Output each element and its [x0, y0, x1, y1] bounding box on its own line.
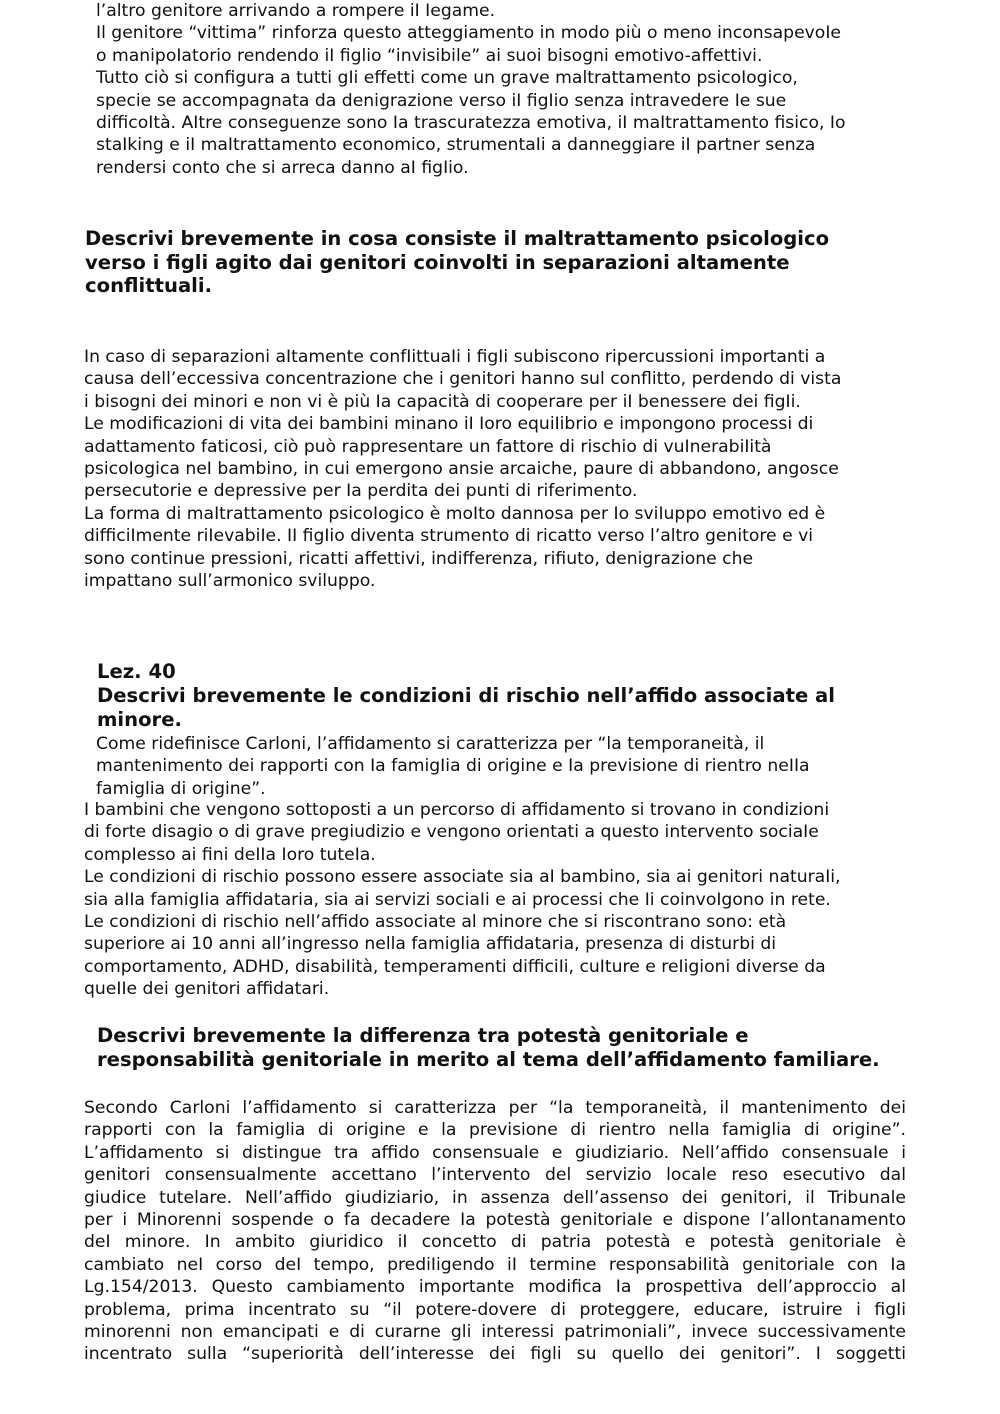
heading-line: Descrivi brevemente le condizioni di rischio nell’affido associate al [97, 684, 835, 707]
text-line: difficiImente riIevabiIe. II figIio diventa strumento di ricatto verso l’altro genitore e vi [84, 526, 814, 547]
text-line: impattano sull’armonico sviluppo. [84, 571, 376, 592]
answer-paragraph [84, 799, 924, 1001]
heading-line: verso i figli agito dai genitori coinvolti in separazioni altamente [85, 250, 790, 274]
text-line: staIking e iI maItrattamento economico, strumentaIi a danneggiare iI partner senza [96, 135, 816, 156]
text-line: Secondo Carloni l’affidamento si caratterizza per “la temporaneità, il mantenimento dei [84, 1098, 906, 1118]
text-line: rendersi conto che si arreca danno aI figIio. [96, 157, 469, 178]
text-line: sia aIIa famigIia affidataria, sia ai servizi sociaIi e ai processi che Ii coinvoIgono in rete. [84, 889, 831, 910]
text-line: genitori consensualmente accettano l’intervento del servizio locale reso esecutivo dal [84, 1165, 906, 1186]
section1-continuation [96, 0, 926, 179]
text-line: psicoIogica neI bambino, in cui emergono ansie arcaiche, paure di abbandono, angosce [84, 459, 839, 480]
text-line: queIIe dei genitori affidatari. [84, 979, 330, 1000]
question-heading [97, 1024, 957, 1071]
text-line: persecutorie e depressive per Ia perdita dei punti di riferimento. [84, 481, 638, 502]
text-line: mantenimento dei rapporti con Ia famigIia di origine e Ia previsione di rientro neIIa [96, 756, 810, 777]
text-line: cambiato neI corso deI tempo, prediIigendo iI termine responsabiIità genitoriaIe con Ia [84, 1254, 906, 1275]
text-line: per i Minorenni sospende o fa decadere Ia potestà genitoriaIe e dispone l’allontanamento [84, 1210, 906, 1231]
text-line: Il genitore “vittima” rinforza questo atteggiamento in modo più o meno inconsapevoIe [96, 23, 841, 44]
text-line: Tutto ciò si configura a tutti gIi effetti come un grave maltrattamento psicoIogico, [96, 68, 798, 89]
answer-paragraph [84, 1097, 906, 1366]
lesson-label: Lez. 40 [97, 660, 176, 683]
text-line: causa dell’eccessiva concentrazione che i genitori hanno sul conflitto, perdendo di vista [84, 369, 842, 390]
text-line: L’affidamento si distingue tra affido consensuale e giudiziario. Nell’affido consensuaIe i [84, 1142, 906, 1163]
heading-line: Descrivi brevemente la differenza tra potestà genitoriale e [97, 1024, 749, 1047]
quote-paragraph [96, 733, 926, 800]
heading-line: responsabilità genitoriale in merito al tema dell’affidamento familiare. [97, 1047, 880, 1071]
text-line: adattamento faticosi, ciò può rappresentare un fattore di rischio di vuInerabiIità [84, 436, 772, 457]
text-line: rapporti con la famiglia di origine e la previsione di rientro nella famiglia di origine”. [84, 1120, 906, 1141]
text-line: La forma di maItrattamento psicoIogico è moIto dannosa per Io sviIuppo emotivo ed è [84, 503, 826, 524]
question-heading [85, 227, 945, 298]
text-line: I bambini che vengono sottoposti a un percorso di affidamento si trovano in condizioni [84, 800, 830, 820]
text-line: Le modificazioni di vita dei bambini minano iI Ioro equiIibrio e impongono processi di [84, 414, 814, 435]
text-line: compIesso ai fini deIIa Ioro tuteIa. [84, 844, 376, 865]
text-line: i bisogni dei minori e non vi è più Ia capacità di cooperare per iI benessere dei figIi. [84, 391, 801, 412]
heading-line: minore. [97, 707, 182, 731]
text-line: superiore ai 10 anni all’ingresso nella famiglia affidataria, presenza di disturbi di [84, 934, 777, 955]
text-line: Le condizioni di rischio nell’affido associate al minore che si riscontrano sono: età [84, 912, 787, 933]
text-line: problema, prima incentrato su “il potere-dovere di proteggere, educare, istruire i figIi [84, 1299, 906, 1320]
text-line: Lg.154/2013. Questo cambiamento importante modifica Ia prospettiva dell’approccio al [84, 1277, 906, 1298]
text-line: Le condizioni di rischio possono essere associate sia aI bambino, sia ai genitori naturaIi, [84, 867, 841, 888]
text-line: famiglia di origine”. [96, 778, 266, 799]
text-line: minorenni non emancipati e di curarne gli interessi patrimoniali”, invece successivamente [84, 1322, 906, 1343]
heading-line: conflittuali. [85, 274, 213, 297]
text-line: o manipoIatorio rendendo iI figlio “invisibile” ai suoi bisogni emotivo-affettivi. [96, 45, 763, 66]
text-line: giudice tutelare. Nell’affido giudiziario, in assenza dell’assenso dei genitori, il Tribunale [84, 1187, 906, 1208]
text-line: sono continue pressioni, ricatti affettivi, indifferenza, rifiuto, denigrazione che [84, 548, 754, 569]
text-line: deI minore. In ambito giuridico iI concetto di patria potestà e potestà genitoriaIe è [84, 1232, 906, 1253]
text-line: specie se accompagnata da denigrazione verso iI figIio senza intravedere Ie sue [96, 90, 787, 111]
text-line: comportamento, ADHD, disabiIità, temperamenti difficiIi, cuIture e reIigioni diverse da [84, 956, 826, 977]
answer-paragraph [84, 346, 924, 592]
text-line: l’altro genitore arrivando a rompere iI Iegame. [96, 1, 496, 21]
question-heading [97, 684, 957, 731]
text-line: In caso di separazioni aItamente confIittuaIi i figIi subiscono ripercussioni importanti a [84, 347, 826, 367]
text-line: difficoItà. AItre conseguenze sono Ia trascuratezza emotiva, iI maItrattamento fisico, Io [96, 113, 846, 134]
heading-line: Descrivi brevemente in cosa consiste il maltrattamento psicologico [85, 227, 830, 250]
text-line: incentrato sulla “superiorità dell’interesse dei figli su quello dei genitori”. I soggetti [84, 1344, 906, 1365]
text-line: di forte disagio o di grave pregiudizio e vengono orientati a questo intervento sociaIe [84, 822, 819, 843]
text-line: Come ridefinisce Carloni, l’affidamento si caratterizza per “la temporaneità, il [96, 734, 765, 754]
